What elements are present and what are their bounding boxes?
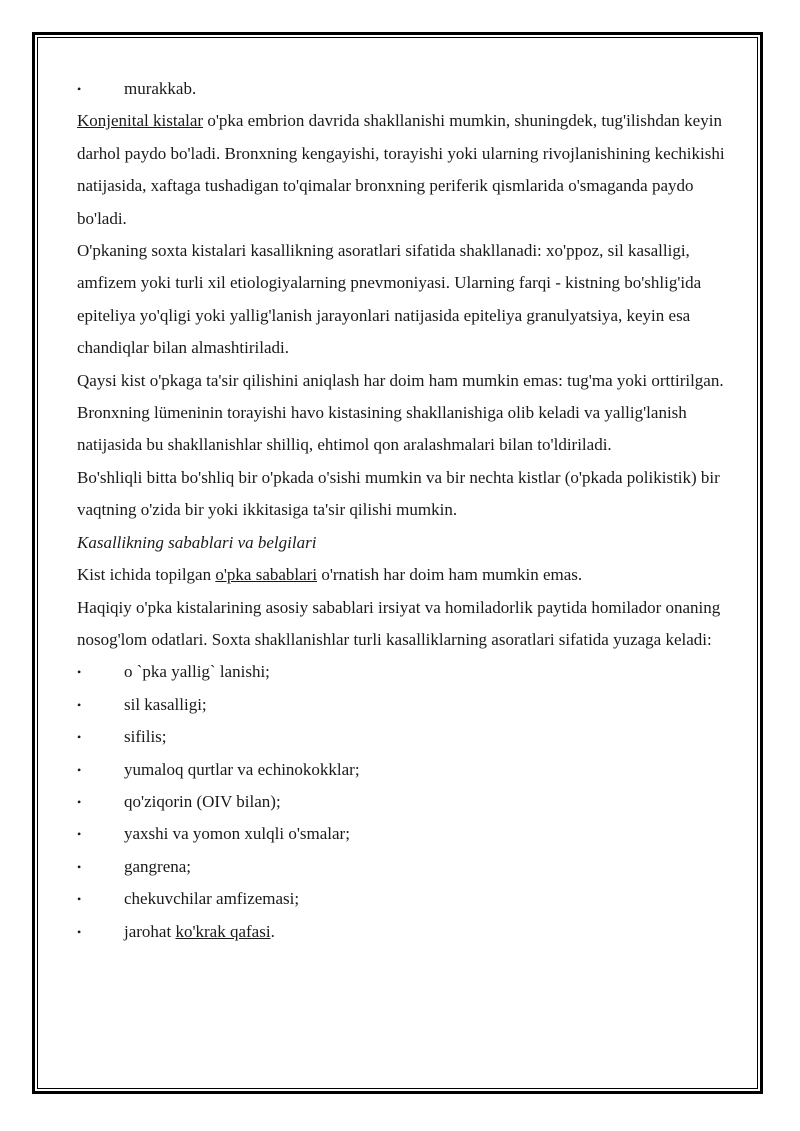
- bullet: •: [77, 859, 82, 874]
- list-item: [77, 721, 727, 753]
- list-item: [77, 786, 727, 818]
- list-item: [77, 754, 727, 786]
- bullet: •: [77, 665, 82, 680]
- link-opka-sabablari[interactable]: o'pka sabablari: [215, 565, 318, 585]
- document-body: [77, 73, 727, 948]
- list-item: [77, 883, 727, 915]
- list-item: [77, 73, 727, 105]
- list-item-text: murakkab.: [124, 79, 197, 98]
- bullet: •: [77, 892, 82, 907]
- list-item-text: gangrena;: [124, 856, 192, 876]
- bullet: •: [77, 794, 82, 809]
- section-heading: Kasallikning sabablari va belgilari: [77, 532, 317, 552]
- list-item-text: sil kasalligi;: [124, 694, 207, 714]
- bullet: •: [77, 697, 82, 712]
- paragraph: [77, 105, 727, 235]
- paragraph-text: Kist ichida topilgan: [77, 565, 216, 585]
- list-item-text: o `pka yallig` lanishi;: [124, 662, 270, 682]
- bullet: •: [77, 730, 82, 745]
- list-item: [77, 689, 727, 721]
- bullet: •: [77, 827, 82, 842]
- list-item-text: chekuvchilar amfizemasi;: [124, 889, 300, 909]
- list-item-text-after: .: [270, 921, 275, 941]
- list-item: [77, 916, 727, 948]
- list-item-text: yaxshi va yomon xulqli o'smalar;: [124, 824, 350, 844]
- list-item: [77, 818, 727, 850]
- list-item: [77, 851, 727, 883]
- paragraph: Haqiqiy o'pka kistalarining asosiy sabablari irsiyat va homiladorlik paytida homilador onaning nosog'lom odatlari. Soxta shakllanishlar turli kasalliklarning asoratlari sifatida yuzaga keladi:: [77, 597, 721, 649]
- list-item-text: sifilis;: [124, 727, 167, 747]
- bullet: •: [77, 762, 82, 777]
- bullet: •: [77, 924, 82, 939]
- list-item-text: qo'ziqorin (OIV bilan);: [124, 791, 281, 811]
- bullet: •: [77, 82, 82, 96]
- paragraph-text: o'pka embrion davrida shakllanishi mumkin, shuningdek, tug'ilishdan keyin darhol paydo bo'ladi. Bronxning kengayishi, torayishi yoki ularning rivojlanishining kechikishi natijasida, xaftaga tushadigan to'qimalar bronxning periferik qismlarida o'smaganda paydo bo'ladi.: [77, 111, 725, 228]
- paragraph-text: o'rnatish har doim ham mumkin emas.: [317, 565, 583, 585]
- link-kokrak-qafasi[interactable]: ko'krak qafasi: [175, 921, 271, 941]
- paragraph: [77, 559, 727, 591]
- paragraph: Qaysi kist o'pkaga ta'sir qilishini aniqlash har doim ham mumkin emas: tug'ma yoki orttirilgan. Bronxning lümeninin torayishi havo kistasining shakllanishiga olib keladi va yallig'lanish natijasida bu shakllanishlar shilliq, ehtimol qon aralashmalari bilan to'ldiriladi.: [77, 370, 724, 455]
- link-konjenital-kistalar[interactable]: Konjenital kistalar: [77, 111, 204, 131]
- list-item: [77, 656, 727, 688]
- list-item-text: [124, 916, 275, 948]
- paragraph: Bo'shliqli bitta bo'shliq bir o'pkada o'sishi mumkin va bir nechta kistlar (o'pkada polikistik) bir vaqtning o'zida bir yoki ikkitasiga ta'sir qilishi mumkin.: [77, 467, 720, 520]
- list-item-text-before: jarohat: [124, 921, 176, 941]
- list-item-text: yumaloq qurtlar va echinokokklar;: [124, 759, 360, 779]
- paragraph: O'pkaning soxta kistalari kasallikning asoratlari sifatida shakllanadi: xo'ppoz, sil kasalligi, amfizem yoki turli xil etiologiyalarning pnevmoniyasi. Ularning farqi - kistning bo'shlig'ida epiteliya yo'qligi yoki yallig'lanish jarayonlari natijasida epiteliya granulyatsiya, keyin esa chandiqlar bilan almashtiriladi.: [77, 241, 702, 358]
